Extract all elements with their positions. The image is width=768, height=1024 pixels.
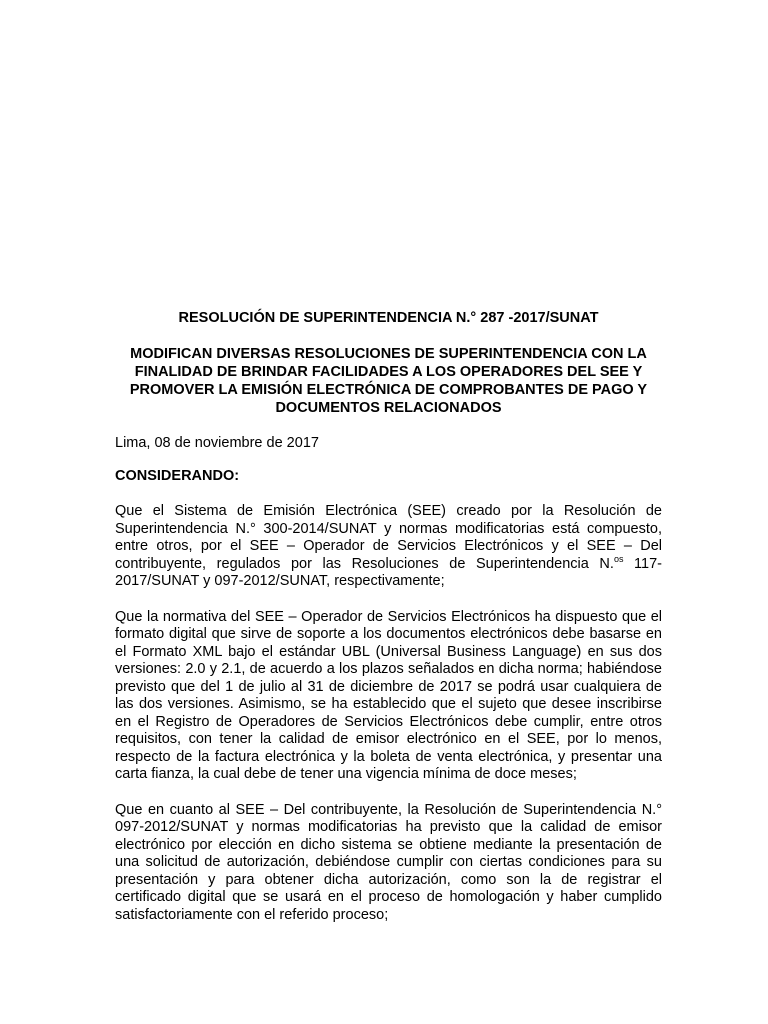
- paragraph-1-superscript: os: [613, 553, 624, 564]
- resolution-subtitle: MODIFICAN DIVERSAS RESOLUCIONES DE SUPERINTENDENCIA CON LA FINALIDAD DE BRINDAR FACILIDADES A LOS OPERADORES DEL SEE Y PROMOVER LA EMISIÓN ELECTRÓNICA DE COMPROBANTES DE PAGO Y DOCUMENTOS RELACIONADOS: [129, 346, 648, 416]
- date-line: Lima, 08 de noviembre de 2017: [115, 435, 319, 451]
- document-page: [115, 309, 662, 924]
- paragraph-2: Que la normativa del SEE – Operador de Servicios Electrónicos ha dispuesto que el formato digital que sirve de soporte a los documentos electrónicos debe basarse en el Formato XML bajo el estándar UBL (Universal Business Language) en sus dos versiones: 2.0 y 2.1, de acuerdo a los plazos señalados en dicha norma; habiéndose previsto que del 1 de julio al 31 de diciembre de 2017 se podrá usar cualquiera de las dos versiones. Asimismo, se ha establecido que el sujeto que desee inscribirse en el Registro de Operadores de Servicios Electrónicos debe cumplir, entre otros requisitos, con tener la calidad de emisor electrónico en el SEE, por lo menos, respecto de la factura electrónica y la boleta de venta electrónica, y presentar una carta fianza, la cual debe de tener una vigencia mínima de doce meses;: [115, 608, 662, 782]
- considerando-heading: CONSIDERANDO:: [115, 468, 240, 484]
- paragraph-1: [115, 503, 662, 591]
- resolution-title: RESOLUCIÓN DE SUPERINTENDENCIA N.° 287 -2017/SUNAT: [178, 310, 599, 326]
- paragraph-3: Que en cuanto al SEE – Del contribuyente, la Resolución de Superintendencia N.° 097-2012/SUNAT y normas modificatorias ha previsto que la calidad de emisor electrónico por elección en dicho sistema se obtiene mediante la presentación de una solicitud de autorización, debiéndose cumplir con ciertas condiciones para su presentación y para obtener dicha autorización, como son la de registrar el certificado digital que se usará en el proceso de homologación y haber cumplido satisfactoriamente con el referido proceso;: [115, 801, 662, 923]
- paragraph-1-part-1: Que el Sistema de Emisión Electrónica (SEE) creado por la Resolución de Superintendencia N.° 300-2014/SUNAT y normas modificatorias está compuesto, entre otros, por el SEE – Operador de Servicios Electrónicos y el SEE – Del contribuyente, regulados por las Resoluciones de Superintendencia N.: [115, 503, 662, 572]
- paragraph-1-part-2: 117-2017/SUNAT y 097-2012/SUNAT, respectivamente;: [115, 555, 662, 589]
